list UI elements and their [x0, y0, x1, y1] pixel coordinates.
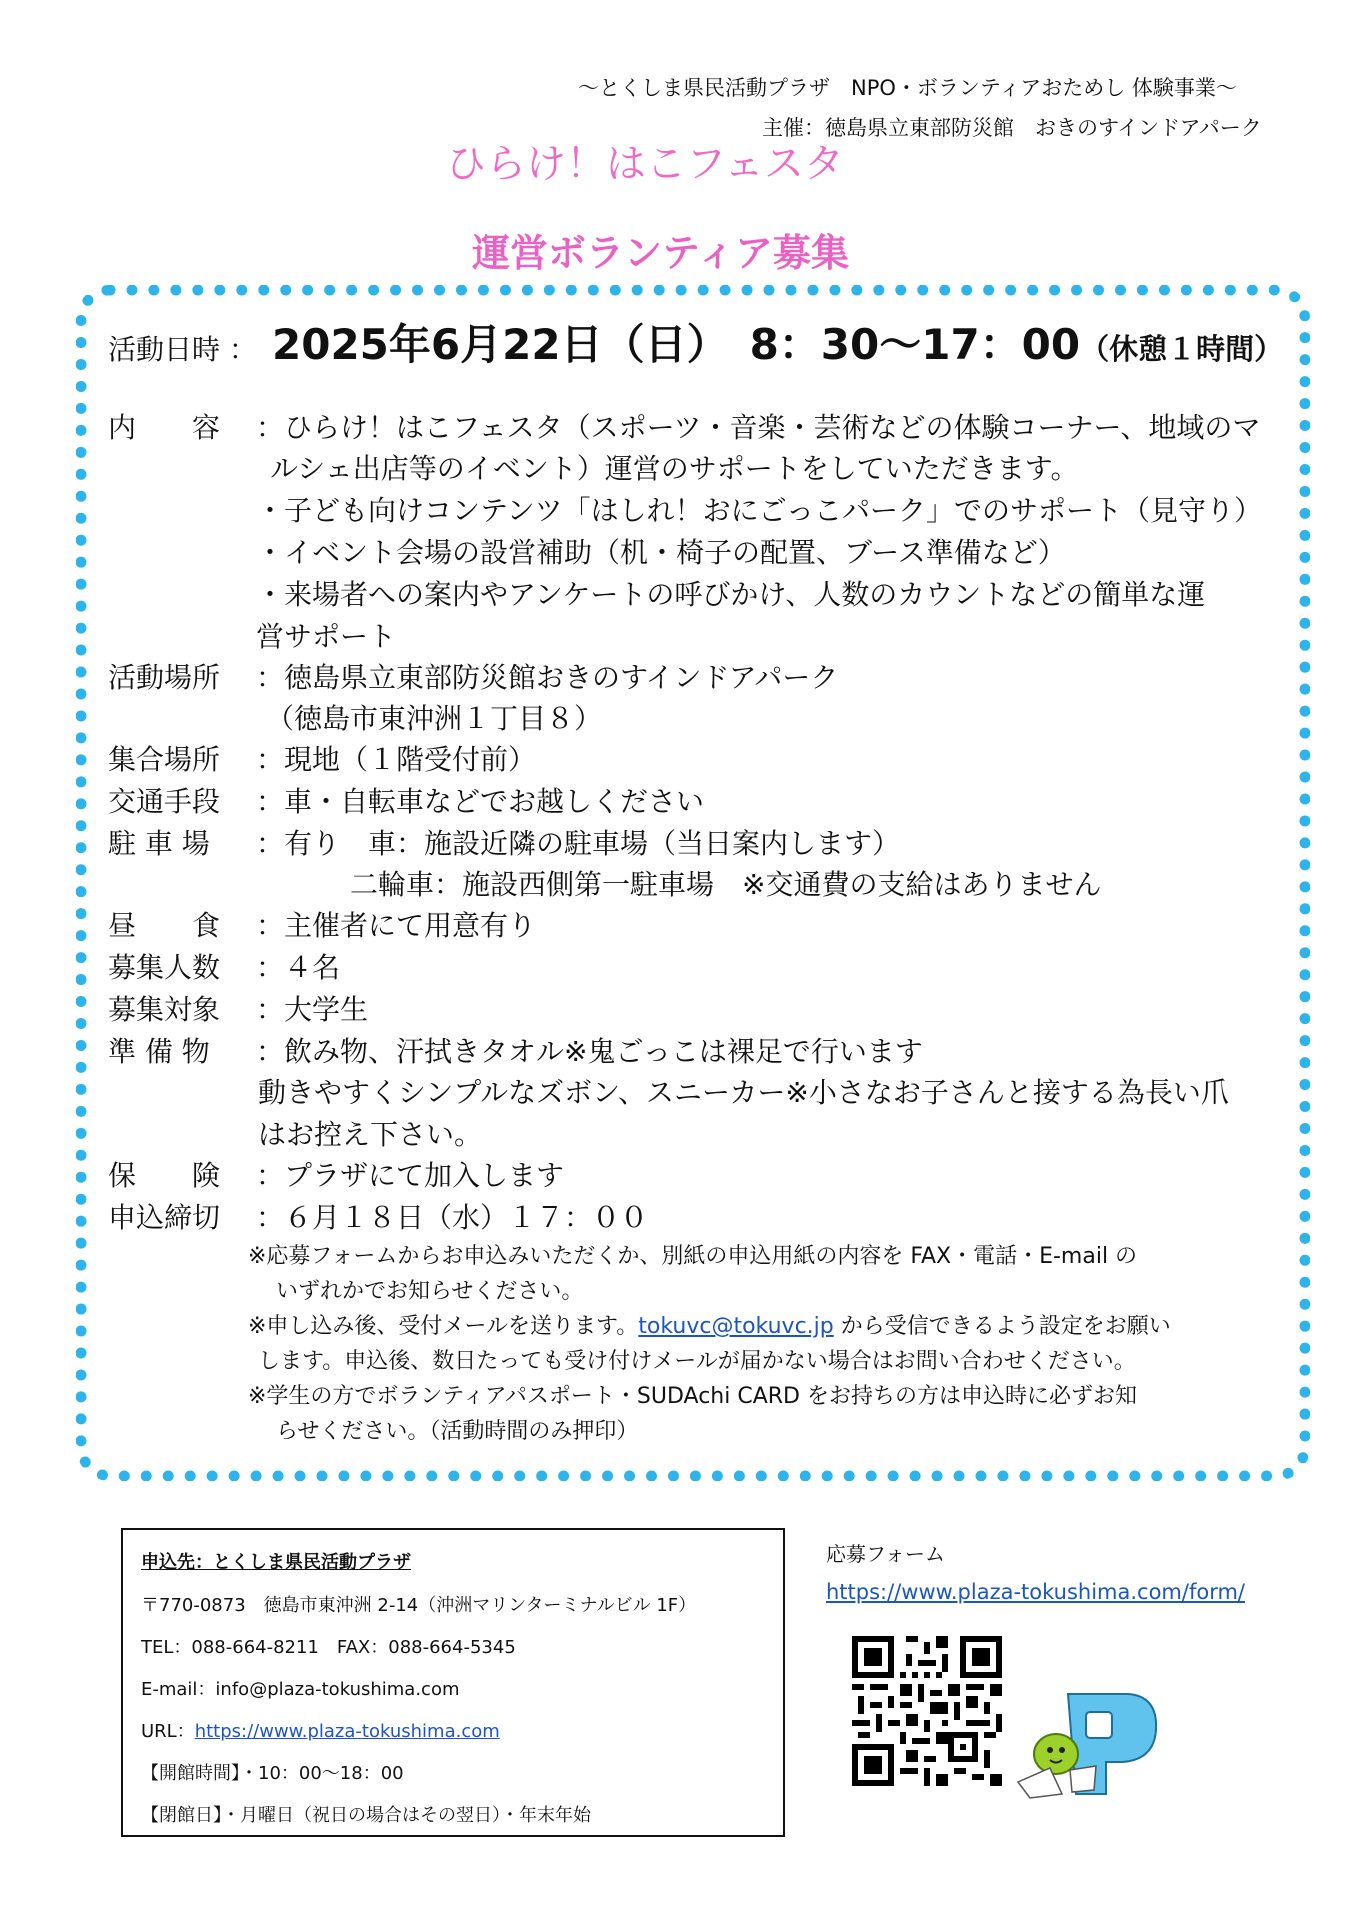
capacity-value: ：４名	[256, 951, 341, 984]
place-label: 活動場所	[108, 661, 221, 694]
note-2b: します。申込後、数日たっても受け付けメールが届かない場合はお問い合わせください。	[258, 1349, 1136, 1374]
organizer-line: 主催：徳島県立東部防災館 おきのすインドアパーク	[762, 116, 1262, 140]
content-line-6: 営サポート	[256, 620, 397, 653]
note-email-link[interactable]: tokuvc@tokuvc.jp	[638, 1314, 834, 1339]
date-value: 2025年6月22日（日） 8：30～17：00	[272, 320, 1081, 369]
target-row	[108, 990, 368, 1030]
content-line-3: ・子ども向けコンテンツ「はしれ！おにごっこパーク」でのサポート（見守り）	[256, 494, 1263, 527]
header-subtitle: ～とくしま県民活動プラザ NPO・ボランティアおためし 体験事業～	[578, 76, 1237, 100]
capacity-row	[108, 948, 340, 988]
event-title: ひらけ！はこフェスタ	[446, 141, 844, 187]
transport-label: 交通手段	[108, 785, 221, 818]
form-label: 応募フォーム	[826, 1542, 945, 1566]
content-line-1: ：ひらけ！はこフェスタ（スポーツ・音楽・芸術などの体験コーナー、地域のマ	[256, 411, 1261, 444]
contact-email: E-mail：info@plaza-tokushima.com	[141, 1679, 460, 1700]
date-label: 活動日時 ：	[108, 333, 257, 366]
plaza-mascot-icon	[1010, 1686, 1160, 1801]
lunch-row	[108, 906, 536, 946]
contact-title: 申込先：とくしま県民活動プラザ	[141, 1552, 411, 1573]
deadline-value: ：６月１８日（水）１７：００	[256, 1201, 649, 1234]
contact-closed: 【閉館日】・月曜日（祝日の場合はその翌日）・年末年始	[141, 1805, 591, 1826]
items-row	[108, 1032, 923, 1072]
date-row	[108, 312, 1283, 372]
note-1a: ※応募フォームからお申込みいただくか、別紙の申込用紙の内容を FAX・電話・E-mail の	[248, 1244, 1138, 1269]
parking-row	[108, 824, 900, 864]
note-3b: らせください。（活動時間のみ押印）	[276, 1419, 639, 1444]
note-1b: いずれかでお知らせください。	[276, 1279, 584, 1304]
insurance-label: 保 険	[108, 1159, 221, 1192]
content-line-2: ルシェ出店等のイベント）運営のサポートをしていただきます。	[270, 452, 1079, 485]
deadline-label: 申込締切	[108, 1201, 221, 1234]
note-2a: ※申し込み後、受付メールを送ります。tokuvc@tokuvc.jp から受信できるよう設定をお願い	[248, 1314, 1171, 1339]
target-value: ：大学生	[256, 993, 369, 1026]
contact-tel-fax: TEL：088-664-8211 FAX：088-664-5345	[141, 1637, 516, 1658]
place-row	[108, 658, 838, 698]
lunch-value: ：主催者にて用意有り	[256, 909, 537, 942]
lunch-label: 昼 食	[108, 909, 221, 942]
transport-value: ：車・自転車などでお越しください	[256, 785, 705, 818]
contact-url-link[interactable]: https://www.plaza-tokushima.com	[194, 1721, 500, 1742]
items-line-3: はお控え下さい。	[258, 1118, 483, 1151]
parking-value: ：有り 車：施設近隣の駐車場（当日案内します）	[256, 827, 901, 860]
deadline-row	[108, 1198, 648, 1238]
place-value: ：徳島県立東部防災館おきのすインドアパーク	[256, 661, 839, 694]
form-url-link[interactable]: https://www.plaza-tokushima.com/form/	[826, 1580, 1246, 1604]
content-line-4: ・イベント会場の設営補助（机・椅子の配置、ブース準備など）	[256, 536, 1066, 569]
items-label: 準 備 物	[108, 1035, 210, 1068]
meeting-label: 集合場所	[108, 743, 221, 776]
qr-code-icon[interactable]	[852, 1636, 1002, 1786]
transport-row	[108, 782, 704, 822]
meeting-row	[108, 740, 536, 780]
contact-url-row: URL：https://www.plaza-tokushima.com	[141, 1721, 500, 1742]
items-line-1: ：飲み物、汗拭きタオル※鬼ごっこは裸足で行います	[256, 1035, 923, 1068]
note-3a: ※学生の方でボランティアパスポート・SUDAchi CARD をお持ちの方は申込時に必ずお知	[248, 1384, 1137, 1409]
contact-address: 〒770-0873 徳島市東沖洲 2-14（沖洲マリンターミナルビル 1F）	[141, 1595, 697, 1616]
contact-box	[121, 1528, 785, 1837]
meeting-value: ：現地（１階受付前）	[256, 743, 537, 776]
content-label: 内 容	[108, 411, 221, 444]
date-break-note: （休憩１時間）	[1080, 332, 1284, 366]
place-address: （徳島市東沖洲１丁目８）	[266, 702, 603, 735]
contact-hours: 【開館時間】・10：00～18：00	[141, 1763, 404, 1784]
capacity-label: 募集人数	[108, 951, 221, 984]
parking-value-2: 二輪車：施設西側第一駐車場 ※交通費の支給はありません	[350, 868, 1102, 901]
parking-label: 駐 車 場	[108, 827, 210, 860]
insurance-row	[108, 1156, 564, 1196]
items-line-2: 動きやすくシンプルなズボン、スニーカー※小さなお子さんと接する為長い爪	[258, 1076, 1229, 1109]
insurance-value: ：プラザにて加入します	[256, 1159, 565, 1192]
target-label: 募集対象	[108, 993, 221, 1026]
recruitment-heading: 運営ボランティア募集	[472, 231, 849, 275]
content-row	[108, 408, 1260, 448]
content-line-5: ・来場者への案内やアンケートの呼びかけ、人数のカウントなどの簡単な運	[256, 578, 1206, 611]
